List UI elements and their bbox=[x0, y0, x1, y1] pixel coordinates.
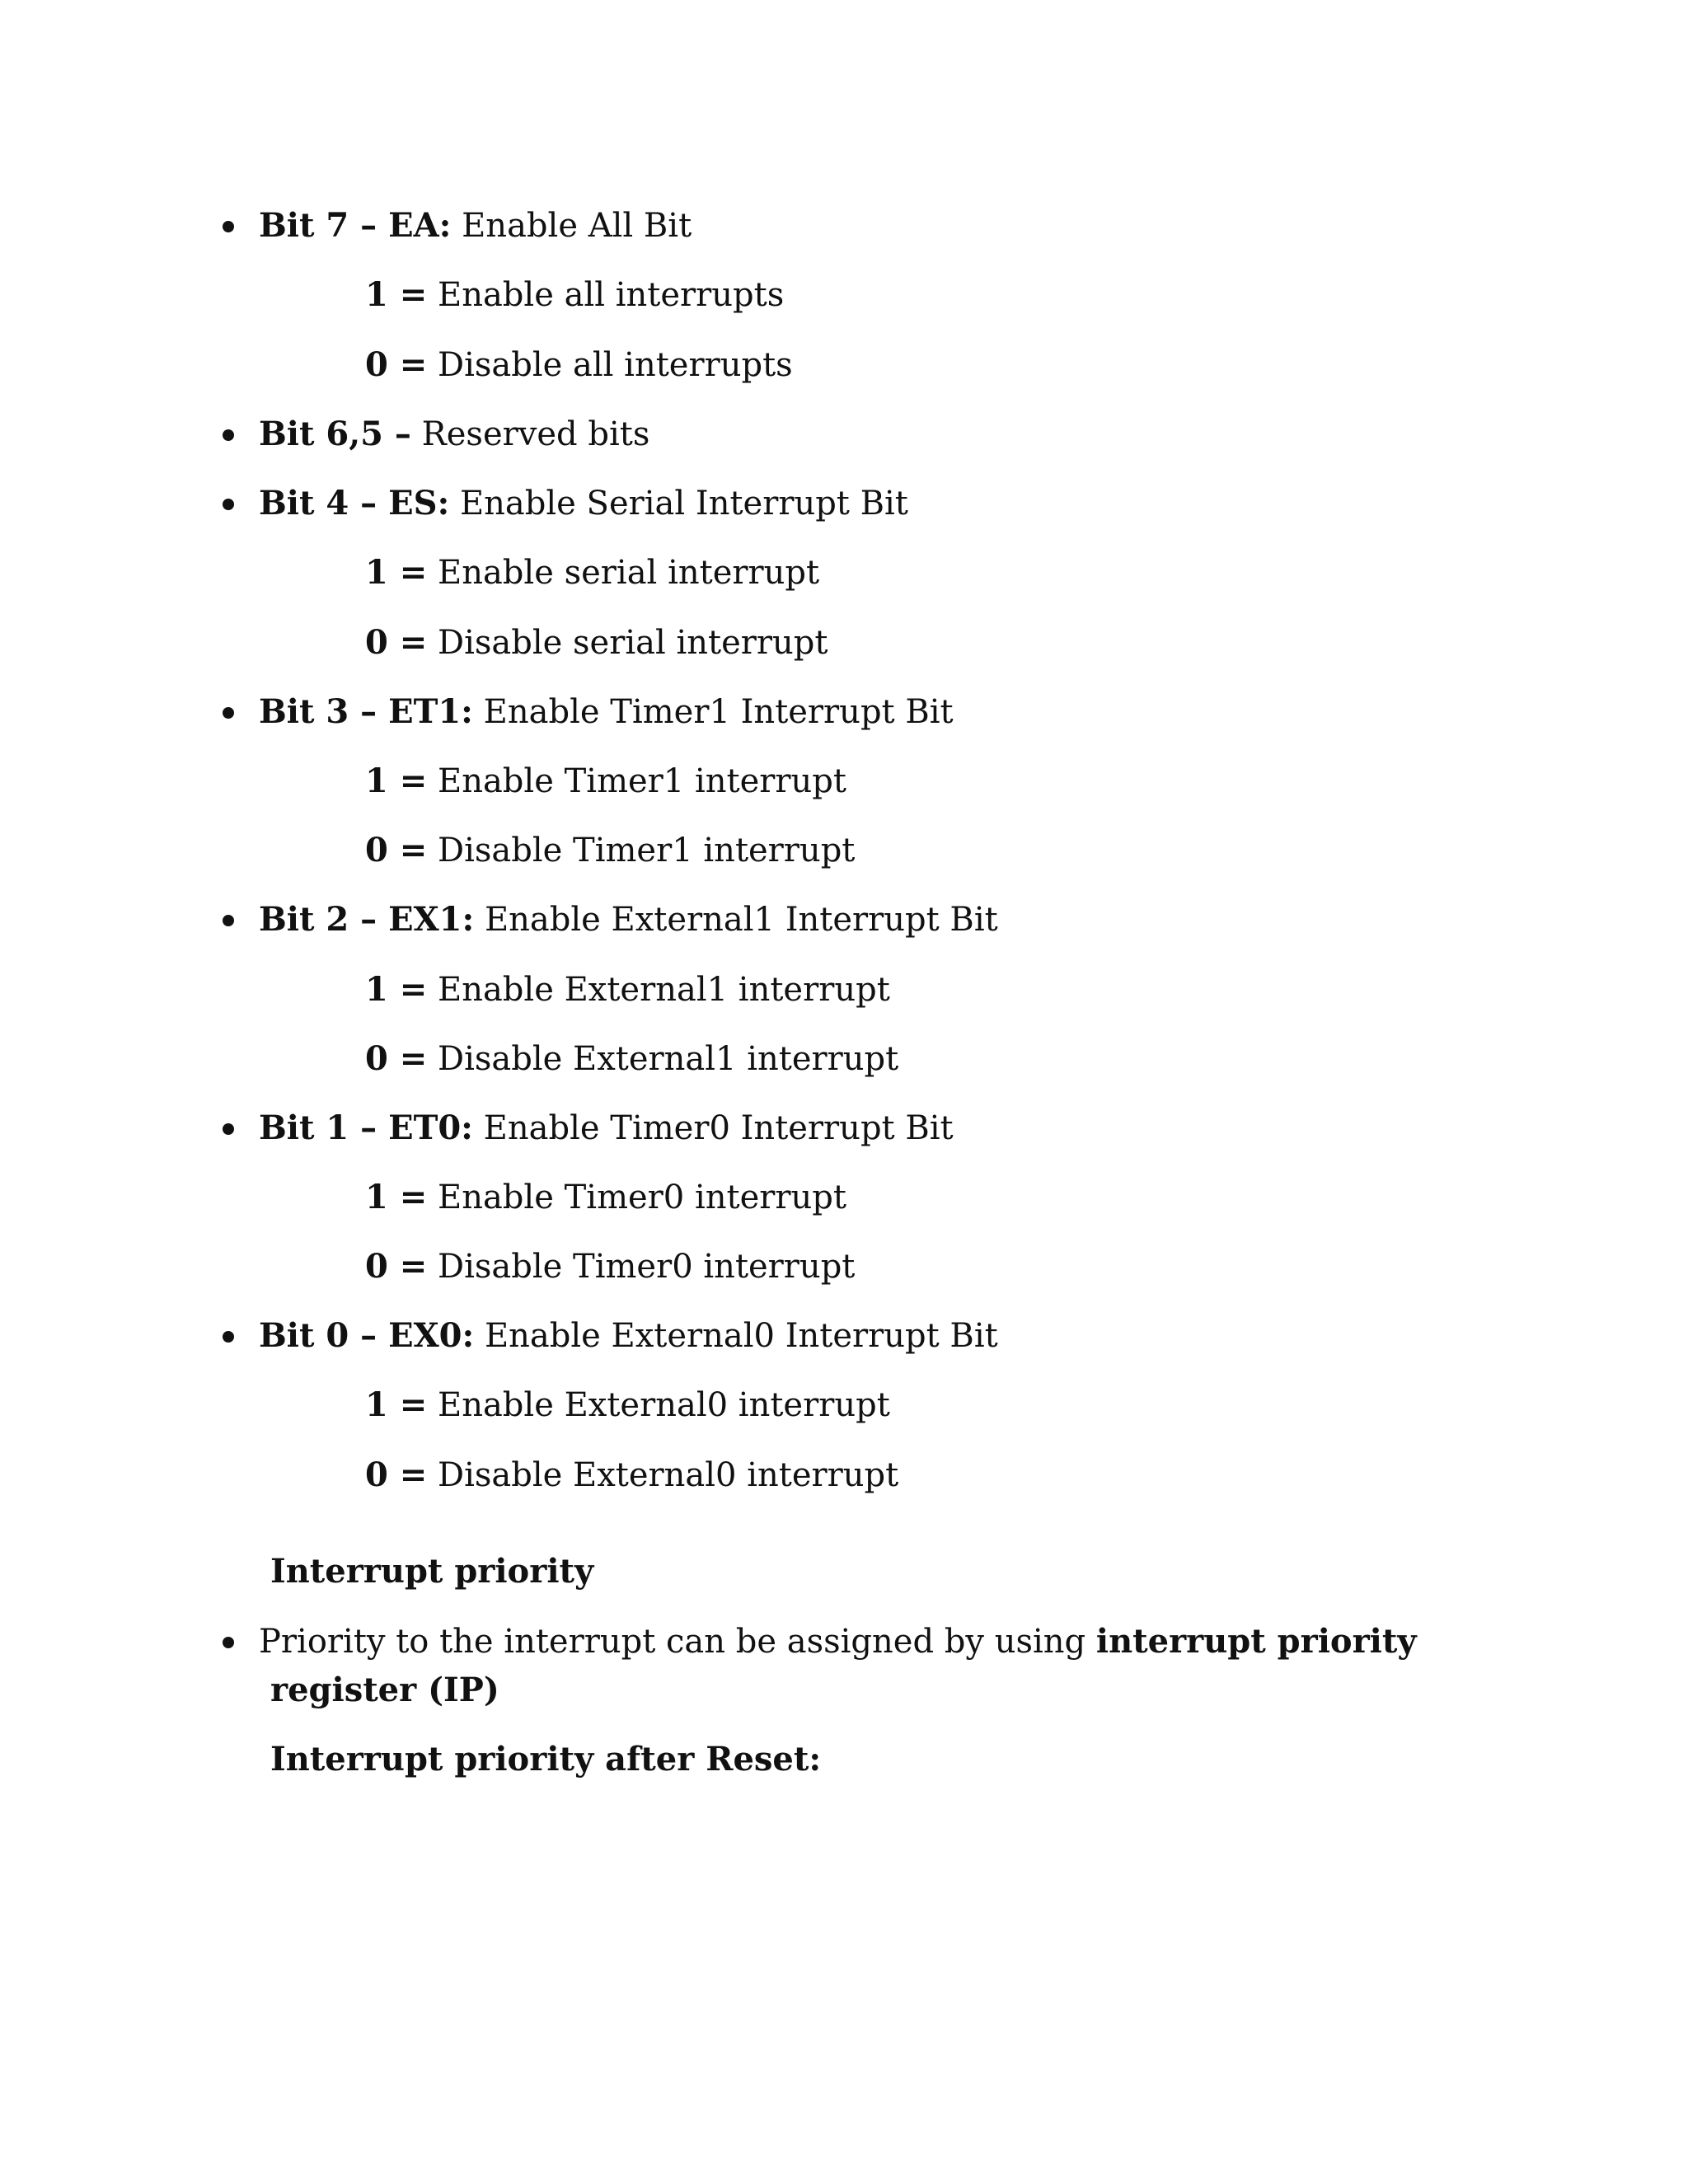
bit-3-zero bbox=[365, 831, 855, 870]
bit-1-one bbox=[365, 1178, 846, 1217]
value-text: Enable Timer0 interrupt bbox=[438, 1179, 846, 1216]
value-text: Enable serial interrupt bbox=[438, 554, 820, 592]
value-text: Enable External0 interrupt bbox=[438, 1386, 890, 1424]
value-key: 0 = bbox=[365, 623, 428, 662]
bit-1-zero bbox=[365, 1247, 855, 1286]
priority-text: Priority to the interrupt can be assigned by using bbox=[259, 1623, 1086, 1661]
value-text: Enable Timer1 interrupt bbox=[438, 762, 846, 800]
bit-description: Enable External0 Interrupt Bit bbox=[484, 1317, 998, 1355]
bit-2-zero bbox=[365, 1039, 898, 1079]
priority-bullet bbox=[259, 1622, 1417, 1661]
bit-label: Bit 4 – ES: bbox=[259, 484, 450, 523]
bullet-icon bbox=[223, 1123, 234, 1135]
bit-label: Bit 6,5 – bbox=[259, 415, 411, 453]
bit-2-item bbox=[259, 900, 998, 940]
section-heading-after-reset: Interrupt priority after Reset: bbox=[270, 1740, 822, 1779]
bit-7-item bbox=[259, 206, 692, 246]
value-key: 0 = bbox=[365, 345, 428, 384]
bit-4-one bbox=[365, 553, 819, 593]
bit-3-item bbox=[259, 692, 954, 732]
bit-description: Enable Serial Interrupt Bit bbox=[459, 485, 908, 523]
bit-label: Bit 0 – EX0: bbox=[259, 1316, 475, 1355]
bit-2-one bbox=[365, 970, 890, 1010]
bullet-icon bbox=[223, 1331, 234, 1343]
bullet-icon bbox=[223, 221, 234, 232]
bit-label: Bit 2 – EX1: bbox=[259, 900, 475, 939]
value-text: Disable serial interrupt bbox=[438, 624, 828, 662]
bit-description: Enable Timer1 Interrupt Bit bbox=[483, 693, 954, 731]
bit-description: Enable Timer0 Interrupt Bit bbox=[483, 1109, 954, 1147]
bit-description: Enable External1 Interrupt Bit bbox=[484, 901, 998, 939]
value-text: Enable External1 interrupt bbox=[438, 971, 890, 1009]
value-key: 0 = bbox=[365, 1247, 428, 1286]
bit-label: Bit 3 – ET1: bbox=[259, 692, 473, 731]
bit-description: Reserved bits bbox=[421, 415, 650, 453]
bit-4-item bbox=[259, 484, 908, 523]
bullet-icon bbox=[223, 707, 234, 719]
bit-label: Bit 7 – EA: bbox=[259, 206, 452, 245]
priority-bold-text: interrupt priority bbox=[1095, 1622, 1417, 1661]
value-key: 1 = bbox=[365, 762, 428, 800]
value-text: Disable External0 interrupt bbox=[438, 1456, 899, 1494]
bit-0-item bbox=[259, 1316, 998, 1356]
bit-0-zero bbox=[365, 1455, 898, 1495]
value-text: Disable Timer0 interrupt bbox=[438, 1248, 856, 1286]
bullet-icon bbox=[223, 499, 234, 510]
value-text: Disable Timer1 interrupt bbox=[438, 832, 856, 869]
value-key: 1 = bbox=[365, 1178, 428, 1216]
value-key: 1 = bbox=[365, 275, 428, 314]
value-key: 0 = bbox=[365, 831, 428, 869]
bit-0-one bbox=[365, 1385, 890, 1425]
bit-7-one bbox=[365, 275, 784, 315]
value-text: Disable all interrupts bbox=[438, 346, 793, 384]
bullet-icon bbox=[223, 1637, 234, 1648]
priority-bold-continuation: register (IP) bbox=[270, 1671, 499, 1709]
value-key: 0 = bbox=[365, 1455, 428, 1494]
bit-6-5-item bbox=[259, 415, 649, 454]
value-key: 0 = bbox=[365, 1039, 428, 1078]
section-heading-interrupt-priority: Interrupt priority bbox=[270, 1552, 594, 1591]
bit-3-one bbox=[365, 762, 846, 801]
bit-1-item bbox=[259, 1108, 954, 1148]
bullet-icon bbox=[223, 429, 234, 441]
bit-7-zero bbox=[365, 345, 793, 385]
bit-4-zero bbox=[365, 623, 828, 663]
value-key: 1 = bbox=[365, 1385, 428, 1424]
bit-label: Bit 1 – ET0: bbox=[259, 1108, 473, 1147]
value-key: 1 = bbox=[365, 553, 428, 592]
bullet-icon bbox=[223, 915, 234, 926]
value-key: 1 = bbox=[365, 970, 428, 1009]
value-text: Enable all interrupts bbox=[438, 276, 785, 314]
bit-description: Enable All Bit bbox=[462, 207, 692, 245]
value-text: Disable External1 interrupt bbox=[438, 1040, 899, 1078]
